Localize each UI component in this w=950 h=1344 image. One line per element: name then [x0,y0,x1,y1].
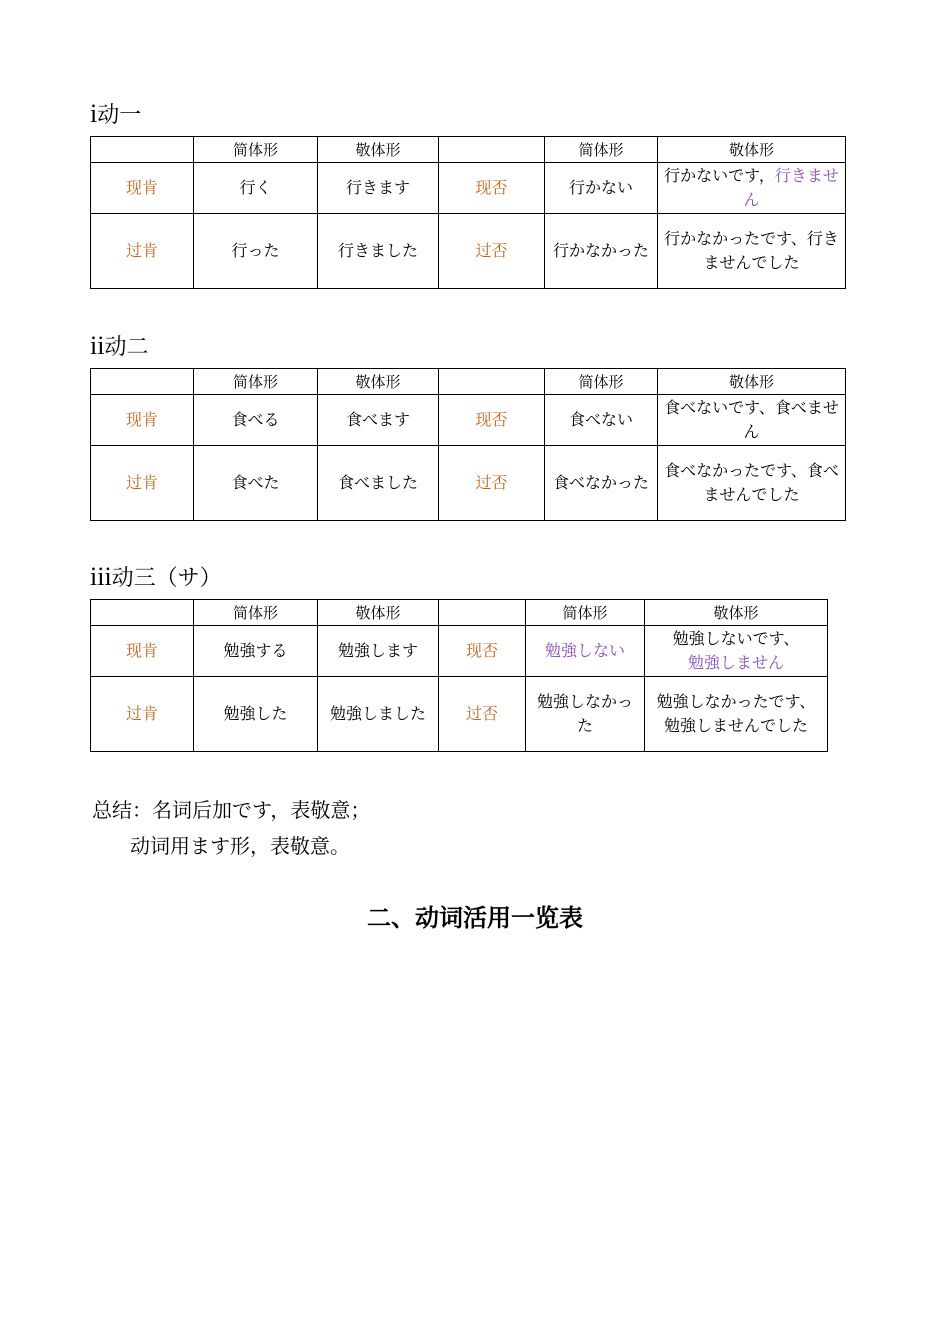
polite-form-cell: 勉強します [318,626,439,677]
polite-form-cell: 勉強しました [318,677,439,752]
plain-form-cell: 勉強する [194,626,318,677]
section-title-iii [90,561,222,592]
table-header-row [91,137,846,163]
conjugation-table-ii [90,368,846,521]
header-cell: 简体形 [194,600,318,626]
row-label: 过肯 [91,214,194,289]
neg-plain-cell: 食べなかった [545,446,658,521]
neg-polite-cell [658,163,846,214]
header-cell [91,600,194,626]
polite-form-cell: 食べました [318,446,439,521]
header-cell: 敬体形 [645,600,828,626]
header-cell: 简体形 [545,369,658,395]
table-row [91,677,828,752]
polite-form-cell: 食べます [318,395,439,446]
neg-plain-cell: 勉強しない [526,626,645,677]
neg-plain-cell: 勉強しなかった [526,677,645,752]
plain-form-cell: 行った [194,214,318,289]
header-cell: 简体形 [194,369,318,395]
row-label: 过肯 [91,446,194,521]
neg-row-label: 过否 [439,214,545,289]
plain-form-cell: 行く [194,163,318,214]
neg-plain-cell: 行かなかった [545,214,658,289]
header-cell: 敬体形 [658,137,846,163]
header-cell: 敬体形 [658,369,846,395]
section-title-text: 动二 [104,335,149,360]
header-cell [91,369,194,395]
table-row [91,446,846,521]
section-heading: 二、动词活用一览表 [367,903,583,932]
polite-form-cell: 行きます [318,163,439,214]
table-header-row [91,600,828,626]
neg-row-label: 现否 [439,163,545,214]
section-numeral: i [90,99,98,128]
row-label: 现肯 [91,395,194,446]
polite-form-cell: 行きました [318,214,439,289]
section-numeral: ii [90,331,105,360]
neg-polite-cell: 食べないです、食べません [658,395,846,446]
neg-row-label: 过否 [439,446,545,521]
summary-line-1: 总结：名词后加です，表敬意； [92,798,371,822]
neg-plain-cell: 行かない [545,163,658,214]
header-cell [439,600,526,626]
header-cell: 简体形 [545,137,658,163]
neg-polite-part: 勉強しないです、 [672,629,800,648]
section-title-ii [90,330,148,361]
neg-polite-cell [645,626,828,677]
neg-polite-cell: 勉強しなかったです、勉強しませんでした [645,677,828,752]
row-label: 现肯 [91,626,194,677]
section-title-text: 动三（サ） [111,566,222,591]
header-cell [439,137,545,163]
neg-plain-cell: 食べない [545,395,658,446]
section-title-i [90,98,141,129]
neg-row-label: 过否 [439,677,526,752]
neg-row-label: 现否 [439,626,526,677]
table-row [91,395,846,446]
neg-polite-cell: 食べなかったです、食べませんでした [658,446,846,521]
table-header-row [91,369,846,395]
header-cell: 敬体形 [318,137,439,163]
plain-form-cell: 食べる [194,395,318,446]
summary-line-2: 动词用ます形，表敬意。 [130,834,350,858]
table-row [91,626,828,677]
header-cell: 敬体形 [318,600,439,626]
conjugation-table-i [90,136,846,289]
conjugation-table-iii [90,599,828,752]
neg-polite-part: 行かないです， [664,166,775,185]
header-cell [439,369,545,395]
row-label: 现肯 [91,163,194,214]
header-cell: 简体形 [526,600,645,626]
section-numeral: iii [90,562,112,591]
neg-polite-cell: 行かなかったです、行きませんでした [658,214,846,289]
plain-form-cell: 勉強した [194,677,318,752]
header-cell: 敬体形 [318,369,439,395]
section-title-text: 动一 [97,103,142,128]
table-row [91,214,846,289]
header-cell [91,137,194,163]
neg-polite-highlight: 行きません [743,166,839,209]
neg-polite-highlight: 勉強しません [687,653,784,672]
header-cell: 简体形 [194,137,318,163]
row-label: 过肯 [91,677,194,752]
table-row [91,163,846,214]
plain-form-cell: 食べた [194,446,318,521]
neg-row-label: 现否 [439,395,545,446]
